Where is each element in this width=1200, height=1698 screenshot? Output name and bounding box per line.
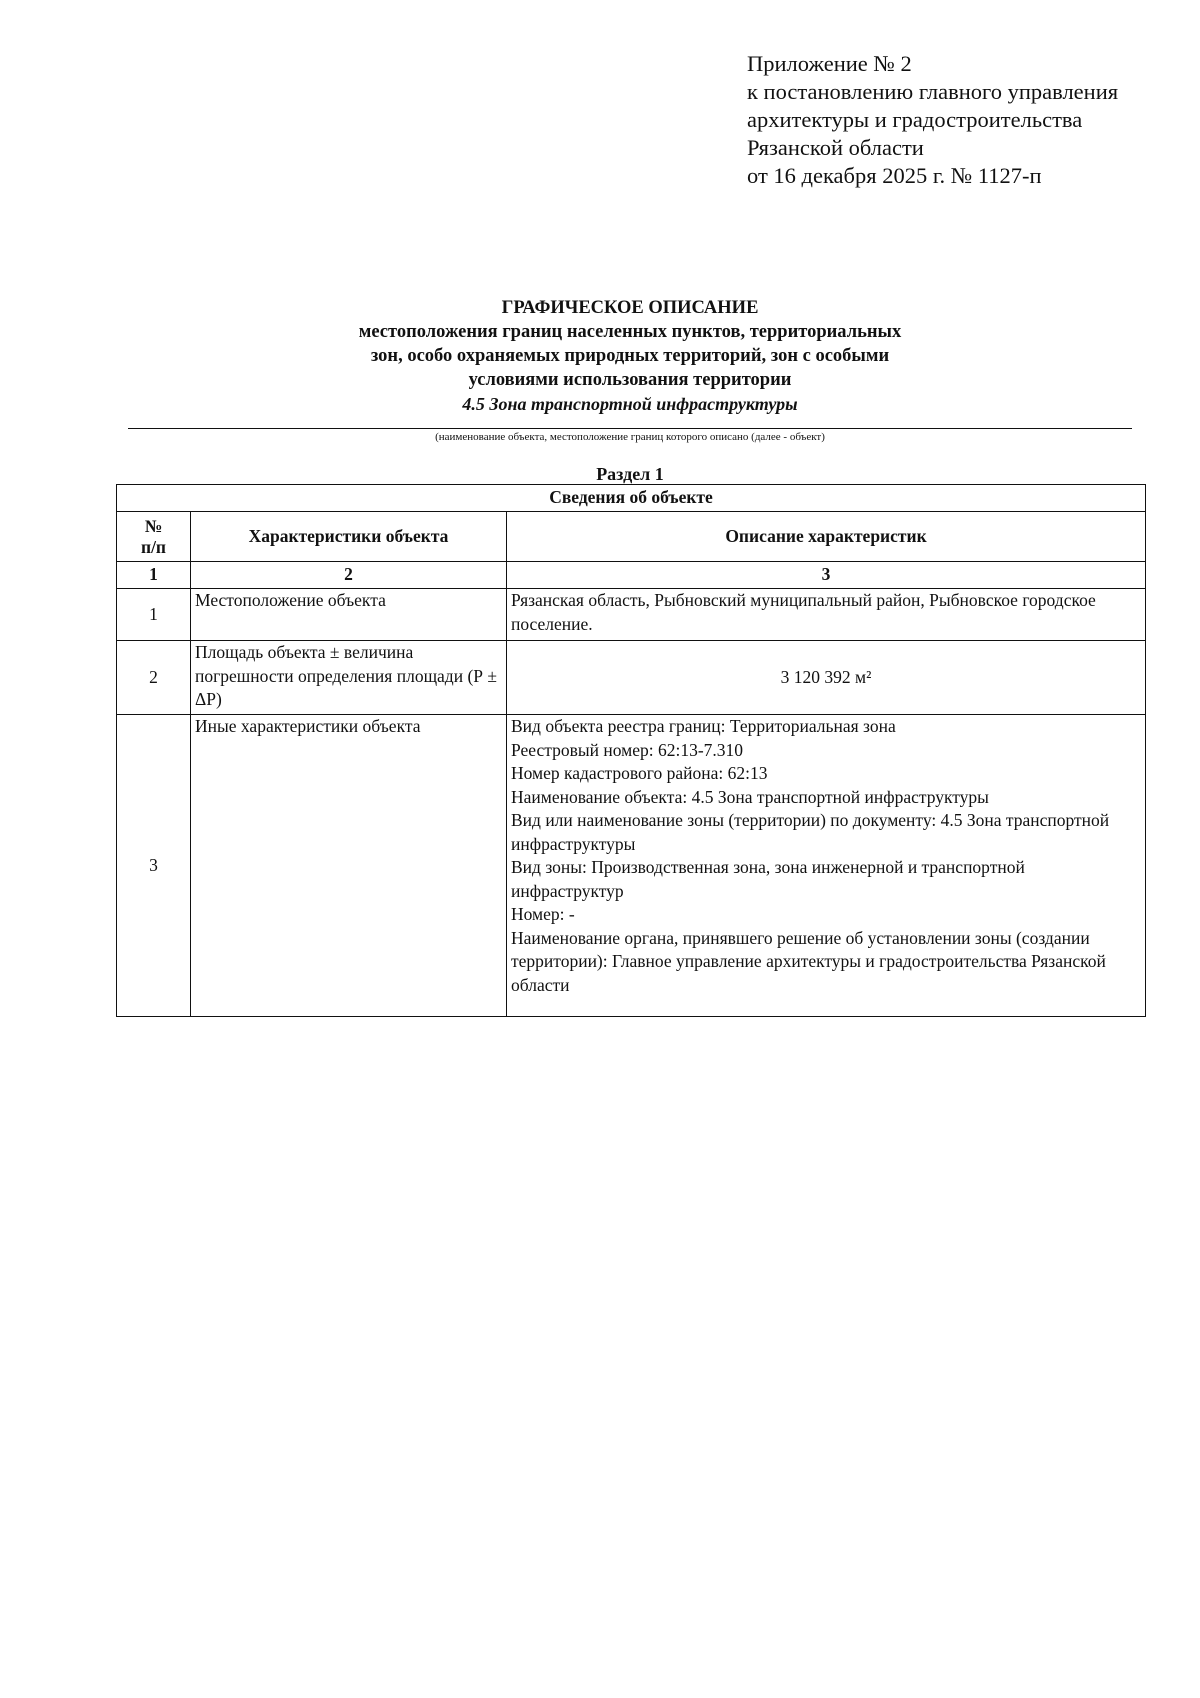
area-value: 3 120 392 м² — [780, 666, 872, 687]
column-number: 1 — [117, 562, 191, 589]
title-main: ГРАФИЧЕСКОЕ ОПИСАНИЕ — [501, 298, 759, 318]
description-line: Номер кадастрового района: 62:13 — [511, 763, 768, 783]
title-sub-line: зон, особо охраняемых природных территорий, зон с особыми — [370, 346, 890, 366]
title-sub-line: условиями использования территории — [468, 370, 792, 390]
row-number: 1 — [117, 589, 191, 641]
underline-caption: (наименование объекта, местоположение границ которого описано (далее - объект) — [435, 431, 825, 443]
column-number: 3 — [507, 562, 1146, 589]
column-header-characteristics: Характеристики объекта — [191, 512, 507, 562]
row-description — [507, 589, 1146, 641]
appendix-header — [747, 50, 1187, 190]
object-info-table — [116, 484, 1146, 1017]
table-row — [117, 641, 1146, 715]
description-line: Вид зоны: Производственная зона, зона инженерной и транспортной инфраструктур — [511, 857, 1025, 901]
description-line: Вид или наименование зоны (территории) по документу: 4.5 Зона транспортной инфраструктуры — [511, 810, 1110, 854]
description-line: Номер: - — [511, 904, 575, 924]
section-title: Раздел 1 — [596, 464, 664, 484]
row-description — [507, 641, 1146, 715]
table-row — [117, 589, 1146, 641]
object-name: 4.5 Зона транспортной инфраструктуры — [462, 394, 798, 414]
appendix-line: Приложение № 2 — [747, 51, 912, 76]
appendix-line: Рязанской области — [747, 135, 924, 160]
column-header-num-line2: п/п — [140, 536, 167, 557]
appendix-line: к постановлению главного управления — [747, 79, 1119, 104]
title-sub-line: местоположения границ населенных пунктов, территориальных — [358, 322, 902, 342]
table-row — [117, 715, 1146, 1017]
document-title — [128, 296, 1132, 415]
column-number: 2 — [191, 562, 507, 589]
object-name-underline — [128, 428, 1132, 429]
row-characteristic: Иные характеристики объекта — [191, 715, 507, 1017]
description-line: Наименование объекта: 4.5 Зона транспортной инфраструктуры — [511, 786, 989, 807]
table-header: Сведения об объекте — [117, 485, 1146, 512]
description-line: Вид объекта реестра границ: Территориальная зона — [511, 716, 896, 736]
row-number: 2 — [117, 641, 191, 715]
row-characteristic: Местоположение объекта — [191, 589, 507, 641]
description-line: Рязанская область, Рыбновский муниципальный район, Рыбновское городское поселение. — [511, 590, 1096, 634]
row-description — [507, 715, 1146, 1017]
column-header-description: Описание характеристик — [507, 512, 1146, 562]
column-header-num-line1: № — [144, 515, 163, 536]
description-line: Реестровый номер: 62:13-7.310 — [511, 739, 744, 760]
description-line: Наименование органа, принявшего решение об установлении зоны (создании территории): Главное управление архитектуры и градостроительства Рязанской области — [511, 927, 1106, 995]
appendix-line: архитектуры и градостроительства — [747, 107, 1083, 132]
column-header-num — [117, 512, 191, 562]
appendix-line: от 16 декабря 2025 г. № 1127-п — [747, 163, 1042, 188]
row-characteristic: Площадь объекта ± величина погрешности определения площади (Р ± ΔР) — [191, 641, 507, 715]
row-number: 3 — [117, 715, 191, 1017]
